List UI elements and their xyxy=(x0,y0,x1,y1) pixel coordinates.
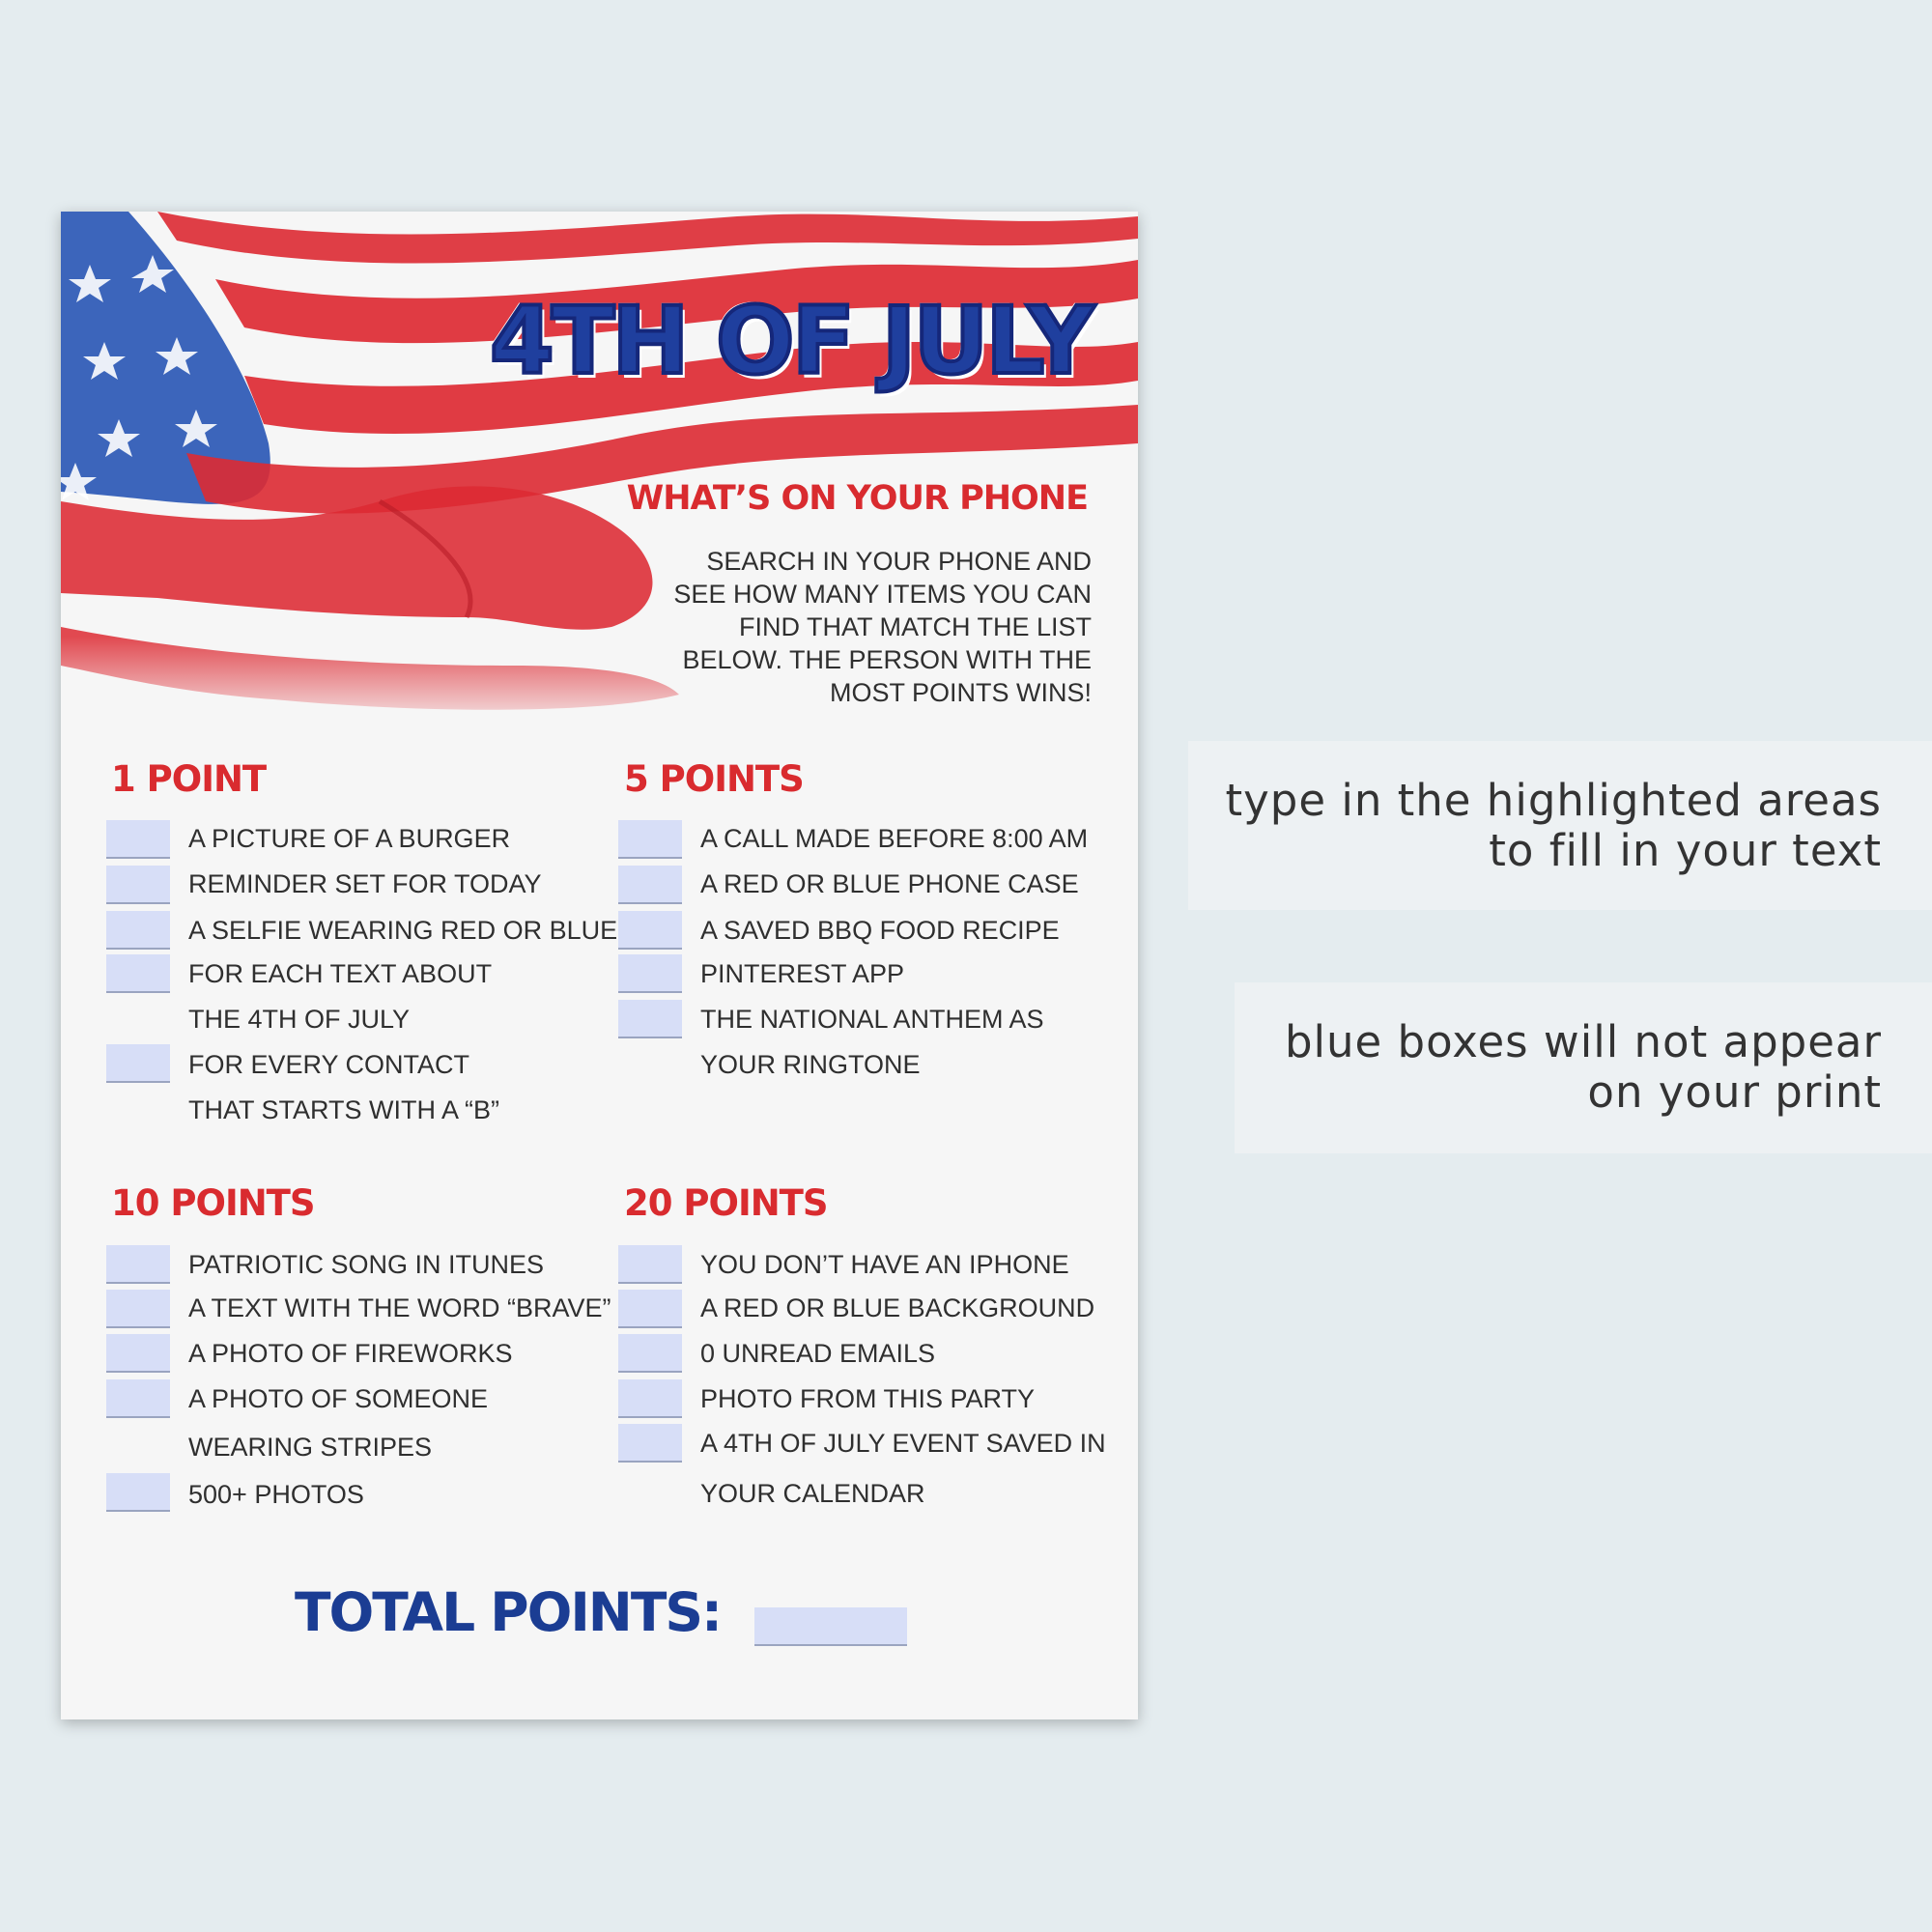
list-item: REMINDER SET FOR TODAY xyxy=(188,869,542,898)
list-item: A RED OR BLUE BACKGROUND xyxy=(700,1293,1095,1322)
list-item: THAT STARTS WITH A “B” xyxy=(188,1095,500,1124)
list-item: YOUR CALENDAR xyxy=(700,1479,925,1508)
score-box[interactable] xyxy=(618,1424,682,1463)
list-item: A PICTURE OF A BURGER xyxy=(188,824,511,853)
section-heading-10-points: 10 POINTS xyxy=(111,1182,315,1224)
instructions-line: SEARCH IN YOUR PHONE AND xyxy=(706,547,1092,576)
list-item: FOR EACH TEXT ABOUT xyxy=(188,959,493,988)
list-item: A PHOTO OF FIREWORKS xyxy=(188,1339,513,1368)
score-box[interactable] xyxy=(106,1245,170,1284)
score-box[interactable] xyxy=(106,866,170,904)
score-box[interactable] xyxy=(618,1290,682,1328)
list-item: THE NATIONAL ANTHEM AS xyxy=(700,1005,1044,1034)
list-item: 0 UNREAD EMAILS xyxy=(700,1339,936,1368)
score-box[interactable] xyxy=(106,1379,170,1418)
score-box[interactable] xyxy=(618,911,682,950)
total-points-label: TOTAL POINTS: xyxy=(295,1581,721,1643)
score-box[interactable] xyxy=(618,1334,682,1373)
score-box[interactable] xyxy=(106,1334,170,1373)
score-box[interactable] xyxy=(618,1000,682,1038)
list-item: 500+ PHOTOS xyxy=(188,1480,364,1509)
score-box[interactable] xyxy=(106,1473,170,1512)
score-box[interactable] xyxy=(106,1044,170,1083)
score-box[interactable] xyxy=(618,954,682,993)
note-line: blue boxes will not appear xyxy=(1284,1016,1882,1067)
list-item: YOUR RINGTONE xyxy=(700,1050,921,1079)
list-item: YOU DON’T HAVE AN IPHONE xyxy=(700,1250,1069,1279)
list-item: A RED OR BLUE PHONE CASE xyxy=(700,869,1079,898)
instructions-line: BELOW. THE PERSON WITH THE xyxy=(682,645,1092,674)
list-item: PHOTO FROM THIS PARTY xyxy=(700,1384,1036,1413)
list-item: A SELFIE WEARING RED OR BLUE xyxy=(188,916,618,945)
score-box[interactable] xyxy=(106,820,170,859)
list-item: A SAVED BBQ FOOD RECIPE xyxy=(700,916,1060,945)
instruction-note-type xyxy=(1188,741,1932,910)
list-item: PINTEREST APP xyxy=(700,959,905,988)
score-box[interactable] xyxy=(618,820,682,859)
game-subtitle: WHAT’S ON YOUR PHONE xyxy=(626,479,1088,518)
total-points-box[interactable] xyxy=(754,1607,907,1646)
instruction-note-print xyxy=(1235,982,1932,1153)
instructions-line: SEE HOW MANY ITEMS YOU CAN xyxy=(673,580,1092,609)
score-box[interactable] xyxy=(618,1379,682,1418)
note-line: on your print xyxy=(1587,1066,1882,1118)
list-item: THE 4TH OF JULY xyxy=(188,1005,411,1034)
score-box[interactable] xyxy=(106,1290,170,1328)
section-heading-20-points: 20 POINTS xyxy=(624,1182,828,1224)
list-item: A PHOTO OF SOMEONE xyxy=(188,1384,489,1413)
game-sheet xyxy=(61,212,1138,1719)
section-heading-5-points: 5 POINTS xyxy=(624,758,804,800)
score-box[interactable] xyxy=(618,866,682,904)
note-line: type in the highlighted areas xyxy=(1225,775,1882,826)
list-item: WEARING STRIPES xyxy=(188,1433,433,1462)
list-item: A CALL MADE BEFORE 8:00 AM xyxy=(700,824,1089,853)
list-item: FOR EVERY CONTACT xyxy=(188,1050,470,1079)
note-line: to fill in your text xyxy=(1489,825,1882,876)
score-box[interactable] xyxy=(618,1245,682,1284)
list-item: A TEXT WITH THE WORD “BRAVE” xyxy=(188,1293,611,1322)
list-item: PATRIOTIC SONG IN ITUNES xyxy=(188,1250,545,1279)
instructions xyxy=(589,545,1092,709)
game-title: 4TH OF JULY xyxy=(489,287,1092,395)
section-heading-1-point: 1 POINT xyxy=(111,758,267,800)
instructions-line: MOST POINTS WINS! xyxy=(829,678,1092,707)
score-box[interactable] xyxy=(106,954,170,993)
list-item: A 4TH OF JULY EVENT SAVED IN xyxy=(700,1429,1106,1458)
score-box[interactable] xyxy=(106,911,170,950)
instructions-line: FIND THAT MATCH THE LIST xyxy=(738,612,1092,641)
